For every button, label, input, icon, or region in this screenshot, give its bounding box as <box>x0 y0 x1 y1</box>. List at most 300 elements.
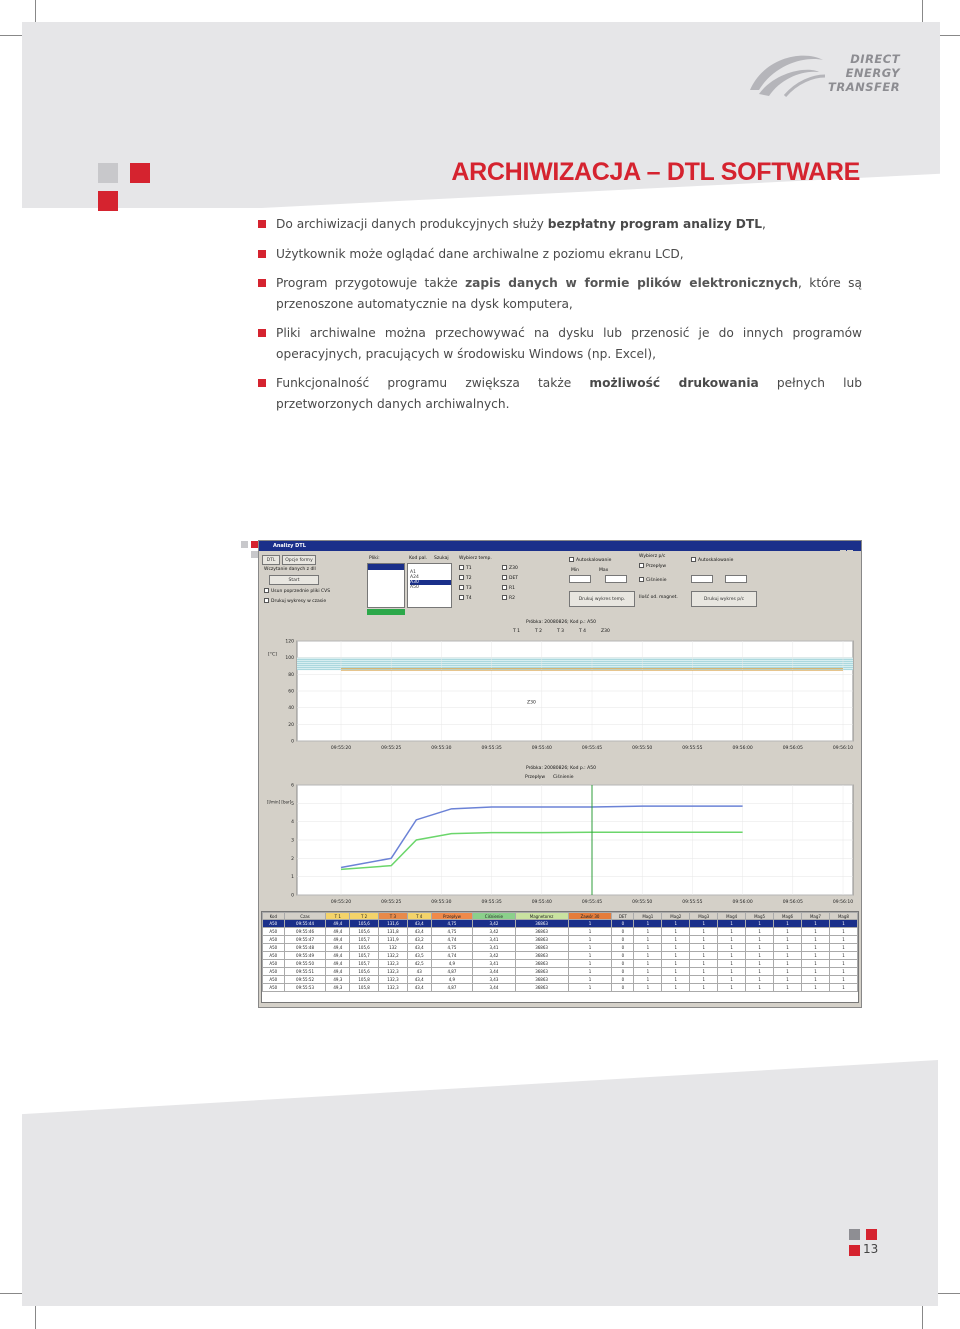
bullet-marker-icon <box>258 279 266 287</box>
data-table <box>261 911 859 1003</box>
table-cell: 105,6 <box>350 920 379 928</box>
table-cell: 4,87 <box>431 968 473 976</box>
opt-det[interactable]: DET <box>502 575 518 581</box>
chart2-xtick: 09:56:10 <box>832 900 854 905</box>
table-cell: 1 <box>802 920 830 928</box>
print-temp-button[interactable]: Drukuj wykres temp. <box>569 591 635 607</box>
table-cell: 105,7 <box>350 960 379 968</box>
table-cell: 1 <box>718 968 746 976</box>
bullet-item <box>258 273 862 314</box>
table-cell: A50 <box>263 920 285 928</box>
window-titlebar <box>259 541 861 551</box>
table-cell: 132 <box>379 944 408 952</box>
table-cell: 3,42 <box>473 952 515 960</box>
table-cell: 3,41 <box>473 960 515 968</box>
page-title: ARCHIWIZACJA – DTL SOFTWARE <box>451 158 860 186</box>
table-cell: 43,4 <box>407 920 431 928</box>
table-cell: 132,3 <box>379 968 408 976</box>
table-row[interactable] <box>263 944 858 952</box>
table-cell: 105,8 <box>350 976 379 984</box>
table-cell: A50 <box>263 976 285 984</box>
print-pc-button[interactable]: Drukuj wykres p/c <box>691 591 757 607</box>
table-cell: 105,6 <box>350 944 379 952</box>
chart2-xtick: 09:55:55 <box>682 900 703 905</box>
kod-list[interactable] <box>407 563 452 608</box>
table-cell: 105,7 <box>350 936 379 944</box>
chart1-ytick: 40 <box>288 706 294 712</box>
tab-dtl[interactable]: DTL <box>262 555 280 565</box>
window-controls <box>839 542 859 550</box>
table-cell: 4,9 <box>431 960 473 968</box>
table-cell: 1 <box>802 968 830 976</box>
table-cell: 49,4 <box>326 920 350 928</box>
chart2-legend-item: Przepływ <box>525 775 546 780</box>
table-cell: 132,3 <box>379 976 408 984</box>
table-cell: 36863 <box>515 936 568 944</box>
table-header-cell[interactable]: Mag5 <box>746 913 774 920</box>
table-cell: 132,3 <box>379 984 408 992</box>
table-row[interactable] <box>263 960 858 968</box>
table-cell: 0 <box>612 920 634 928</box>
table-cell: 1 <box>690 920 718 928</box>
table-cell: 36863 <box>515 920 568 928</box>
table-header-cell[interactable]: T 3 <box>379 913 408 920</box>
table-cell: 1 <box>718 976 746 984</box>
table-cell: 43 <box>407 968 431 976</box>
table-cell: 36863 <box>515 984 568 992</box>
table-cell: 1 <box>568 984 612 992</box>
table-header-cell[interactable]: DET <box>612 913 634 920</box>
footer-banner <box>22 1060 938 1306</box>
table-row[interactable] <box>263 976 858 984</box>
table-cell: 49,4 <box>326 952 350 960</box>
table-cell: 105,7 <box>350 952 379 960</box>
chart1-xtick: 09:56:05 <box>782 746 803 751</box>
table-cell: 0 <box>612 976 634 984</box>
chart1-ytick: 0 <box>291 739 294 745</box>
table-cell: 43,4 <box>407 984 431 992</box>
chart1-xtick: 09:55:35 <box>481 746 502 751</box>
table-header-cell[interactable]: Mag4 <box>718 913 746 920</box>
table-cell: 1 <box>662 944 690 952</box>
table-cell: 1 <box>568 928 612 936</box>
table-cell: 1 <box>774 960 802 968</box>
table-header-cell[interactable]: Przepływ <box>431 913 473 920</box>
table-header-cell[interactable]: Mag7 <box>802 913 830 920</box>
table-cell: 49,3 <box>326 984 350 992</box>
chart1-xtick: 09:55:55 <box>682 746 703 751</box>
kod-item[interactable]: A30 <box>410 580 451 585</box>
chart2-ytick: 3 <box>291 838 294 844</box>
table-cell: 1 <box>568 920 612 928</box>
table-cell: 1 <box>774 936 802 944</box>
ilosc-label: Ilość od. magnet. <box>639 595 678 600</box>
opt-r2[interactable]: R2 <box>502 595 515 601</box>
chart1-ytick: 120 <box>285 639 294 645</box>
crop-mark <box>922 0 923 22</box>
table-cell: 43,4 <box>407 976 431 984</box>
chart2-xtick: 09:55:25 <box>381 900 402 905</box>
table-cell: 1 <box>829 952 857 960</box>
table-cell: 1 <box>662 960 690 968</box>
table-header-cell[interactable]: Mag2 <box>662 913 690 920</box>
min-input-2[interactable] <box>691 575 713 583</box>
table-cell: 49,4 <box>326 968 350 976</box>
table-cell: A50 <box>263 968 285 976</box>
table-cell: 1 <box>690 960 718 968</box>
table-cell: 43,5 <box>407 952 431 960</box>
table-cell: 1 <box>774 920 802 928</box>
table-header-cell[interactable]: Mag3 <box>690 913 718 920</box>
tab-opcje[interactable]: Opcje formy <box>282 555 316 565</box>
bullet-item <box>258 214 862 235</box>
bullet-marker-icon <box>258 329 266 337</box>
table-cell: 132,2 <box>379 952 408 960</box>
table-cell: 3,41 <box>473 936 515 944</box>
kod-item[interactable]: A1 <box>410 570 416 575</box>
table-cell: 4,87 <box>431 984 473 992</box>
table-cell: 1 <box>774 928 802 936</box>
table-header-cell[interactable]: Czas <box>284 913 326 920</box>
table-cell: 1 <box>829 944 857 952</box>
table-cell: 1 <box>718 928 746 936</box>
chart1-xtick: 09:56:10 <box>832 746 854 751</box>
bullet-item <box>258 244 862 265</box>
table-cell: 1 <box>746 976 774 984</box>
table-cell: 0 <box>612 928 634 936</box>
chart1-xtick: 09:55:25 <box>381 746 402 751</box>
bullet-text: , <box>761 217 766 231</box>
table-cell: 1 <box>829 936 857 944</box>
table-cell: 1 <box>568 960 612 968</box>
table-cell: 4,74 <box>431 952 473 960</box>
table-cell: 36863 <box>515 976 568 984</box>
table-cell: 4,9 <box>431 976 473 984</box>
table-cell: 1 <box>690 944 718 952</box>
table-header-cell[interactable]: T 2 <box>350 913 379 920</box>
table-cell: 49,4 <box>326 944 350 952</box>
table-cell: 1 <box>690 976 718 984</box>
bullet-text: Pliki archiwalne można przechowywać na dysku lub przenosić je do innych programów operacyjnych, pracujących w środowisku Windows (np. Excel), <box>276 326 862 361</box>
autoscale-2[interactable]: Autoskalowanie <box>691 557 733 563</box>
table-row[interactable] <box>263 920 858 928</box>
bullet-text: Do archiwizacji danych produkcyjnych służy <box>276 217 548 231</box>
szukaj-label: Szukaj <box>434 556 449 561</box>
table-cell: 1 <box>568 952 612 960</box>
bullet-bold: zapis danych w formie plików elektronicznych <box>465 276 799 290</box>
bullet-item <box>258 323 862 364</box>
table-row[interactable] <box>263 952 858 960</box>
chart2-xtick: 09:55:20 <box>330 900 352 905</box>
charts-svg <box>259 613 862 913</box>
table-cell: 3,43 <box>473 976 515 984</box>
table-cell: 1 <box>634 976 662 984</box>
temp-t3[interactable]: T3 <box>459 585 472 591</box>
table-header-cell[interactable]: T 4 <box>407 913 431 920</box>
table-cell: 09:55:51 <box>284 968 326 976</box>
decor-square <box>241 541 248 548</box>
chart2-xtick: 09:55:40 <box>531 900 552 905</box>
table-cell: A50 <box>263 936 285 944</box>
table-cell: 1 <box>662 976 690 984</box>
table-cell: 1 <box>802 928 830 936</box>
table-header-cell[interactable]: Zawór 30 <box>568 913 612 920</box>
table-header-cell[interactable]: T 1 <box>326 913 350 920</box>
table-cell: 1 <box>718 984 746 992</box>
table-cell: 1 <box>718 952 746 960</box>
table-cell: 1 <box>802 952 830 960</box>
table-cell: 1 <box>690 928 718 936</box>
chart1-ytick: 60 <box>288 689 294 695</box>
table-cell: 1 <box>746 960 774 968</box>
decor-square <box>866 1229 877 1240</box>
table-cell: A50 <box>263 960 285 968</box>
pliki-list[interactable] <box>367 563 405 608</box>
decor-square <box>130 163 150 183</box>
decor-square <box>98 163 118 183</box>
table-row[interactable] <box>263 936 858 944</box>
chart2-ytick: 1 <box>291 875 294 881</box>
table-cell: 09:55:46 <box>284 928 326 936</box>
chart1-legend-item: T 4 <box>579 629 587 634</box>
chart2-ylabel: [l/min] [bar] <box>267 799 292 805</box>
chart1-legend-item: T 3 <box>557 629 565 634</box>
min-label: Min <box>571 568 579 573</box>
chart1-legend-item: T 2 <box>535 629 543 634</box>
bullet-item <box>258 373 862 414</box>
bullet-text: Funkcjonalność programu zwiększa także <box>276 376 590 390</box>
table-cell: 1 <box>662 968 690 976</box>
table-cell: 1 <box>568 944 612 952</box>
table-cell: 1 <box>690 936 718 944</box>
table-cell: A50 <box>263 952 285 960</box>
table-cell: 1 <box>746 968 774 976</box>
table-header-cell[interactable]: Mag8 <box>829 913 857 920</box>
brand-line-1: DIRECT <box>850 52 901 66</box>
opt-cisnienie[interactable]: Ciśnienie <box>639 577 666 583</box>
table-cell: 36863 <box>515 928 568 936</box>
table-cell: 43,4 <box>407 944 431 952</box>
bullet-marker-icon <box>258 220 266 228</box>
bullet-list <box>258 214 862 423</box>
table-cell: 1 <box>774 968 802 976</box>
pliki-label: Pliki: <box>369 556 380 561</box>
chart1-xtick: 09:55:20 <box>330 746 352 751</box>
table-header-cell[interactable]: Ciśnienie <box>473 913 515 920</box>
chart2-xtick: 09:55:50 <box>632 900 653 905</box>
autoscale-1[interactable]: Autoskalowanie <box>569 557 611 563</box>
chart1-xtick: 09:55:40 <box>531 746 552 751</box>
data-table-grid <box>262 912 858 992</box>
table-cell: 1 <box>634 984 662 992</box>
table-cell: 1 <box>774 984 802 992</box>
table-cell: 3,44 <box>473 984 515 992</box>
table-header-cell[interactable]: Mag1 <box>634 913 662 920</box>
toolbar <box>259 551 861 613</box>
table-row[interactable] <box>263 984 858 992</box>
bullet-text: , które są przenoszone automatycznie na dysk komputera, <box>276 276 862 311</box>
table-cell: 0 <box>612 968 634 976</box>
decor-square <box>849 1245 860 1256</box>
table-header-cell[interactable]: Kod <box>263 913 285 920</box>
table-cell: 1 <box>829 928 857 936</box>
table-cell: 42,5 <box>407 960 431 968</box>
chart1-ylabel: [°C] <box>268 652 277 658</box>
table-cell: 09:55:50 <box>284 960 326 968</box>
crop-mark <box>938 1293 960 1294</box>
crop-mark <box>35 1306 36 1329</box>
table-cell: 1 <box>829 976 857 984</box>
software-screenshot <box>258 540 862 1008</box>
chart2-ytick: 0 <box>291 893 294 899</box>
crop-mark <box>922 1306 923 1329</box>
table-cell: 1 <box>829 920 857 928</box>
table-cell: 0 <box>612 936 634 944</box>
table-cell: 1 <box>568 968 612 976</box>
kod-item[interactable]: A50 <box>410 585 419 590</box>
table-cell: 1 <box>690 952 718 960</box>
table-cell: 1 <box>746 928 774 936</box>
load-label: Wczytanie danych z dll <box>264 567 316 572</box>
temp-t4[interactable]: T4 <box>459 595 472 601</box>
brand-line-2: ENERGY <box>845 66 901 80</box>
chart1-legend-item: Z30 <box>601 629 610 634</box>
table-cell: 09:55:52 <box>284 976 326 984</box>
table-cell: 1 <box>690 968 718 976</box>
option-delete[interactable]: Usun poprzednie pliki CVS <box>264 588 330 594</box>
max-label: Max <box>599 568 609 573</box>
table-cell: 4,75 <box>431 920 473 928</box>
temp-t1[interactable]: T1 <box>459 565 472 571</box>
table-cell: 1 <box>746 944 774 952</box>
table-cell: 1 <box>802 976 830 984</box>
chart1-title: Próbka: 20080826; Kod p.: A50 <box>526 620 596 625</box>
table-header-cell[interactable]: Magnetorez <box>515 913 568 920</box>
max-input-2[interactable] <box>725 575 747 583</box>
table-cell: 1 <box>829 984 857 992</box>
table-cell: 1 <box>802 960 830 968</box>
table-cell: 09:55:49 <box>284 952 326 960</box>
table-row[interactable] <box>263 928 858 936</box>
table-cell: 105,6 <box>350 928 379 936</box>
table-row[interactable] <box>263 968 858 976</box>
table-cell: 132,3 <box>379 960 408 968</box>
brand-logo-text <box>828 52 900 94</box>
table-cell: 1 <box>634 928 662 936</box>
table-cell: 36863 <box>515 952 568 960</box>
table-cell: 1 <box>774 952 802 960</box>
table-cell: 09:55:53 <box>284 984 326 992</box>
table-cell: 43,4 <box>407 928 431 936</box>
decor-square <box>849 1229 860 1240</box>
bullet-text: pełnych lub przetworzonych danych archiwalnych. <box>276 376 863 411</box>
table-cell: 105,6 <box>350 968 379 976</box>
table-cell: 4,75 <box>431 928 473 936</box>
bullet-text: Użytkownik może oglądać dane archiwalne z poziomu ekranu LCD, <box>276 246 684 261</box>
table-cell: 36863 <box>515 960 568 968</box>
chart1-ytick: 100 <box>285 656 294 662</box>
chart1-xtick: 09:55:30 <box>431 746 452 751</box>
bullet-bold: bezpłatny program analizy DTL <box>547 217 762 231</box>
table-cell: 09:55:47 <box>284 936 326 944</box>
table-cell: 4,74 <box>431 936 473 944</box>
chart2-xtick: 09:55:45 <box>581 900 603 905</box>
table-cell: 4,75 <box>431 944 473 952</box>
min-input[interactable] <box>569 575 591 583</box>
table-cell: 1 <box>802 936 830 944</box>
table-cell: 1 <box>634 968 662 976</box>
option-print[interactable]: Drukuj wykresy w czasie <box>264 598 326 604</box>
decor-square <box>251 551 258 558</box>
bullet-marker-icon <box>258 250 266 258</box>
table-cell: 1 <box>690 984 718 992</box>
bullet-text: Program przygotowuje także <box>276 276 466 290</box>
table-cell: 1 <box>662 952 690 960</box>
table-cell: 49,4 <box>326 928 350 936</box>
chart2-legend-item: Ciśnienie <box>553 775 574 780</box>
chart1-annotation: Z30 <box>527 700 536 706</box>
table-cell: 43,2 <box>407 936 431 944</box>
table-cell: 1 <box>662 984 690 992</box>
table-cell: 49,4 <box>326 936 350 944</box>
decor-square <box>251 541 258 548</box>
window-title: Analizy DTL <box>273 543 306 549</box>
table-cell: 1 <box>746 952 774 960</box>
table-cell: 1 <box>634 944 662 952</box>
kod-item[interactable]: A24 <box>410 575 419 580</box>
chart2-xtick: 09:56:00 <box>732 900 753 905</box>
chart1-ytick: 80 <box>288 672 294 678</box>
chart2-xtick: 09:55:30 <box>431 900 452 905</box>
kod-label: Kod pal. <box>409 556 428 561</box>
temp-t2[interactable]: T2 <box>459 575 472 581</box>
chart2-title: Próbka: 20080826; Kod p.: A50 <box>526 766 596 771</box>
table-cell: 1 <box>718 920 746 928</box>
crop-mark <box>0 35 22 36</box>
table-cell: 49,3 <box>326 976 350 984</box>
table-cell: 0 <box>612 984 634 992</box>
table-cell: 3,41 <box>473 944 515 952</box>
table-cell: 1 <box>746 920 774 928</box>
crop-mark <box>938 35 960 36</box>
bullet-bold: możliwość drukowania <box>589 376 759 390</box>
chart2-ytick: 4 <box>291 820 294 826</box>
table-cell: 09:55:44 <box>284 920 326 928</box>
wybierz-pc-label: Wybierz p/c <box>639 554 666 559</box>
table-header-cell[interactable]: Mag6 <box>774 913 802 920</box>
table-cell: 131,9 <box>379 936 408 944</box>
crop-mark <box>0 1293 22 1294</box>
page-number: 13 <box>863 1242 879 1256</box>
chart1-xtick: 09:55:45 <box>581 746 603 751</box>
opt-przeplyw[interactable]: Przepływ <box>639 563 666 569</box>
chart1-xtick: 09:56:00 <box>732 746 753 751</box>
chart1-xtick: 09:55:50 <box>632 746 653 751</box>
table-cell: 1 <box>634 920 662 928</box>
table-cell: 0 <box>612 944 634 952</box>
opt-r1[interactable]: R1 <box>502 585 515 591</box>
start-button[interactable]: Start <box>269 575 319 585</box>
table-cell: 09:55:48 <box>284 944 326 952</box>
table-cell: 1 <box>718 936 746 944</box>
table-header-row <box>263 913 858 920</box>
wybierz-temp-label: Wybierz temp. <box>459 556 492 561</box>
max-input[interactable] <box>605 575 627 583</box>
table-cell: 3,44 <box>473 968 515 976</box>
table-cell: 1 <box>662 936 690 944</box>
opt-z30[interactable]: Z30 <box>502 565 518 571</box>
brand-line-3: TRANSFER <box>828 80 901 94</box>
